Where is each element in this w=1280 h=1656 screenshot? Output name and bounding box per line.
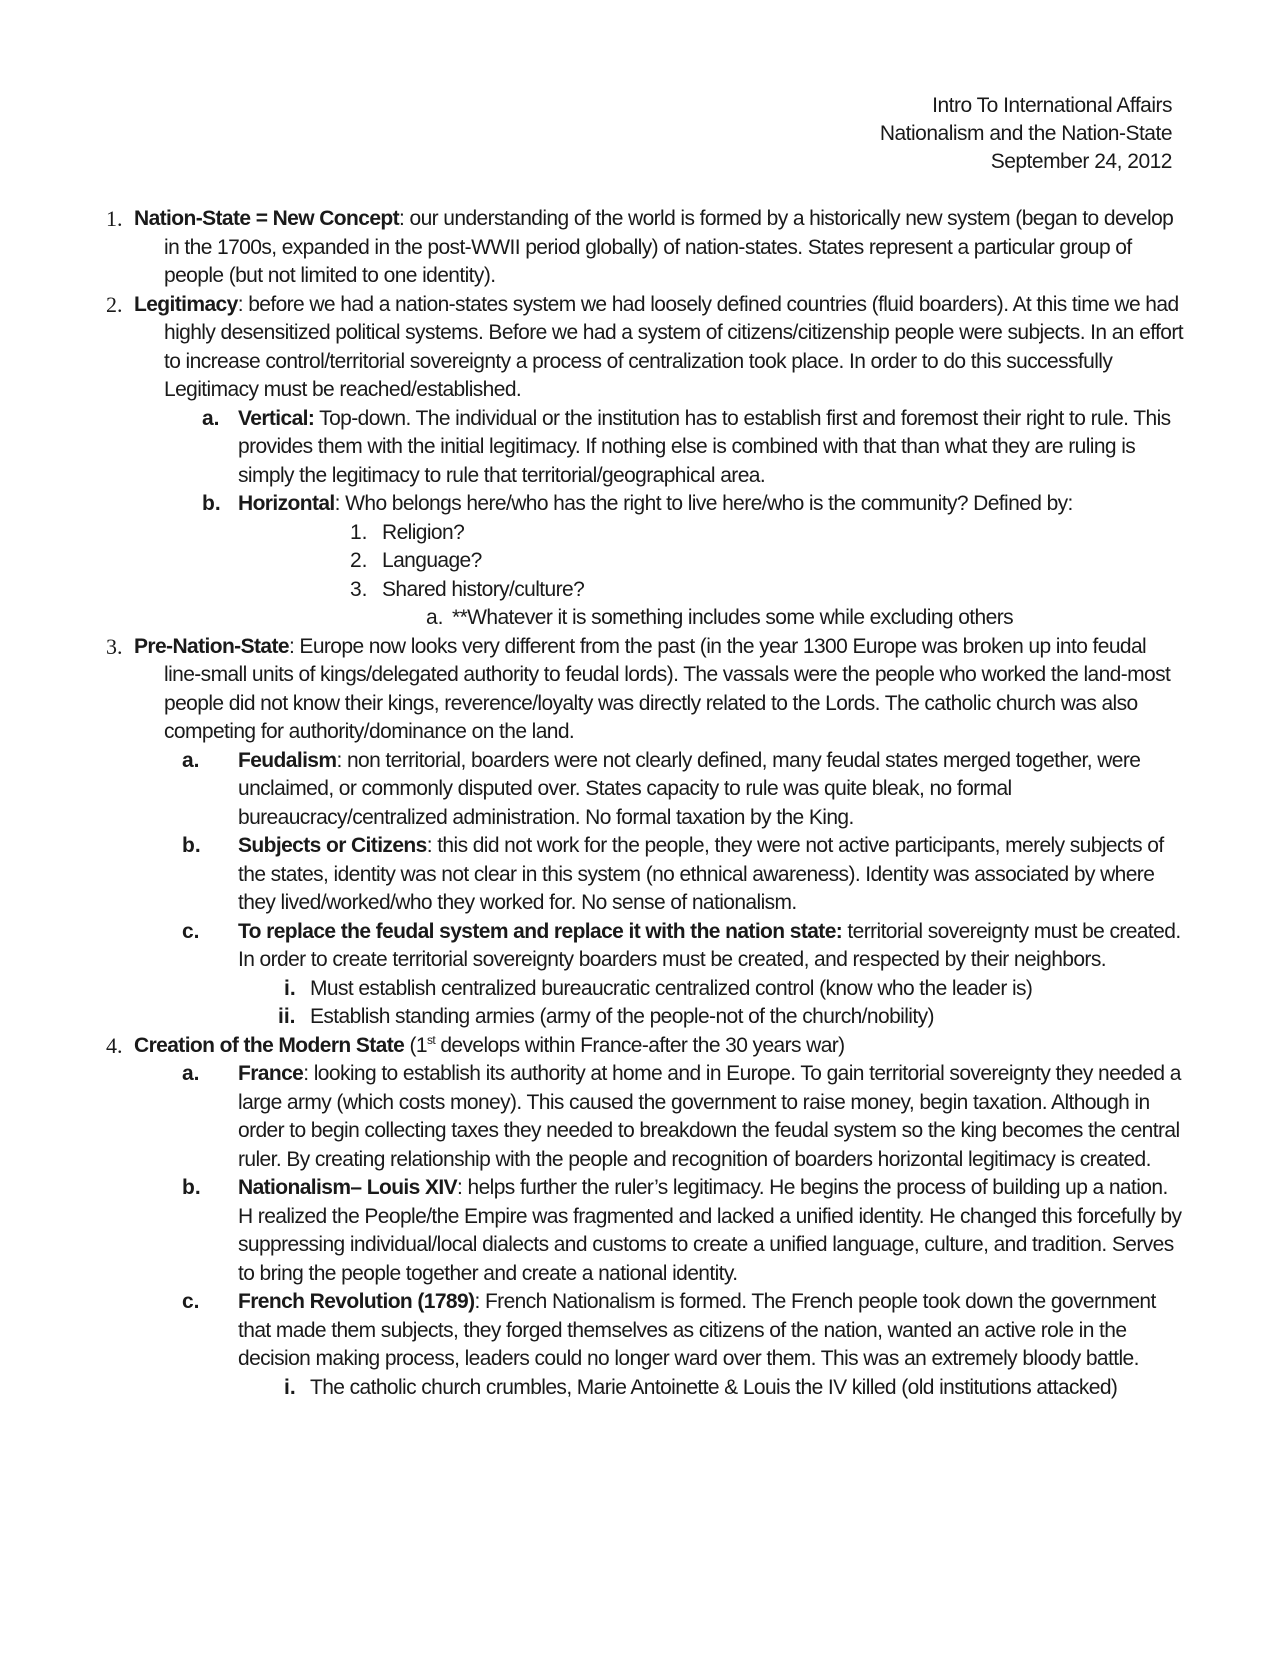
- lecture-topic: Nationalism and the Nation-State: [879, 122, 1172, 145]
- sub-item-marker: a.: [182, 1062, 200, 1085]
- sub-item-title: Nationalism– Louis XIV: [238, 1176, 458, 1199]
- item-title: Nation-State = New Concept: [134, 207, 400, 230]
- sub-item-4c: [106, 1288, 1186, 1374]
- superscript: st: [426, 1032, 436, 1047]
- list-item: [106, 576, 1186, 605]
- sub-item-text: : looking to establish its authority at home and in Europe. To gain territorial sovereignty they needed a large army (which costs money). This caused the government to raise money, begin taxation. Although in order to begin collecting taxes they needed to breakdown the feudal system so the king becomes the central ruler. By creating relationship with the people and recognition of boarders horizontal legitimacy is created.: [238, 1062, 1181, 1171]
- sub-item-3b: [106, 832, 1186, 918]
- item-title: Pre-Nation-State: [134, 634, 289, 658]
- list-text: Shared history/culture?: [382, 577, 585, 601]
- note-marker: a.: [426, 606, 444, 629]
- roman-text: Establish standing armies (army of the people-not of the church/nobility): [310, 1005, 934, 1028]
- list-marker: 3.: [350, 577, 368, 601]
- sub-item-marker: b.: [202, 492, 221, 515]
- sub-item-marker: b.: [182, 1176, 201, 1199]
- sub-item-title: Feudalism: [238, 748, 337, 772]
- sub-item-text: : helps further the ruler’s legitimacy. He begins the process of building up a nation. H realized the People/the Empire was fragmented and lacked a unified identity. He changed this forcefully by suppressing individual/local dialects and customs to create a unified language, culture, and tradition. Serves to bring the people together and create a national identity.: [238, 1176, 1182, 1285]
- course-title: Intro To International Affairs: [932, 94, 1172, 117]
- item-number: 3.: [106, 633, 123, 659]
- outline-item-4: [106, 1032, 1186, 1061]
- roman-text: The catholic church crumbles, Marie Antoinette & Louis the IV killed (old institutions attacked): [310, 1375, 1118, 1399]
- roman-marker: i.: [284, 976, 296, 1000]
- item-number: 2.: [106, 291, 123, 317]
- sub-item-text: : this did not work for the people, they were not active participants, merely subjects of the states, identity was not clear in this system (no ethnical awareness). Identity was associated by where they lived/worked/who they worked for. No sense of nationalism.: [238, 834, 1164, 914]
- sub-item-title: Subjects or Citizens: [238, 834, 427, 857]
- outline-body: [106, 205, 1186, 1402]
- sub-item-text: territorial sovereignty must be created. In order to create territorial sovereignty boarders must be created, and respected by their neighbors.: [238, 919, 1181, 971]
- sub-item-3c: [106, 918, 1186, 975]
- outline-item-3: [106, 633, 1186, 747]
- outline-item-1: [106, 205, 1186, 291]
- roman-item: [106, 975, 1186, 1004]
- outline-item-2: [106, 291, 1186, 405]
- roman-marker: ii.: [278, 1005, 296, 1028]
- sub-item-marker: c.: [182, 1290, 200, 1313]
- sub-item-4a: [106, 1060, 1186, 1174]
- sub-item-marker: b.: [182, 834, 201, 857]
- item-title: Legitimacy: [134, 292, 238, 316]
- sub-item-2b: [106, 490, 1186, 519]
- item-number: 1.: [106, 206, 123, 231]
- sub-item-title: French Revolution (1789): [238, 1290, 475, 1313]
- sub-item-4b: [106, 1174, 1186, 1288]
- sub-item-text: : Who belongs here/who has the right to live here/who is the community? Defined by:: [334, 492, 1073, 515]
- sub-item-title: To replace the feudal system and replace it with the nation state:: [238, 919, 843, 943]
- list-marker: 2.: [350, 549, 368, 572]
- list-marker: 1.: [350, 520, 368, 544]
- sub-item-text: Top-down. The individual or the institution has to establish first and foremost their right to rule. This provides them with the initial legitimacy. If nothing else is combined with that than what they are ruling is simply the legitimacy to rule that territorial/geographical area.: [238, 406, 1171, 487]
- roman-item: [106, 1374, 1186, 1403]
- roman-text: Must establish centralized bureaucratic centralized control (know who the leader is): [310, 976, 1033, 1000]
- item-text-prefix: (1: [404, 1033, 427, 1057]
- sub-item-title: France: [238, 1062, 304, 1085]
- lecture-date: September 24, 2012: [990, 150, 1172, 173]
- item-title: Creation of the Modern State: [134, 1033, 405, 1057]
- sub-item-text: : non territorial, boarders were not clearly defined, many feudal states merged together, were unclaimed, or commonly disputed over. States capacity to rule was quite bleak, no formal bureaucracy/centralized administration. No formal taxation by the King.: [238, 748, 1141, 829]
- list-item: [106, 547, 1186, 576]
- sub-item-marker: c.: [182, 919, 200, 943]
- sub-item-title: Vertical:: [238, 406, 315, 430]
- sub-item-title: Horizontal: [238, 492, 335, 515]
- note-item: [106, 604, 1186, 633]
- sub-item-3a: [106, 747, 1186, 833]
- sub-item-2a: [106, 405, 1186, 491]
- item-text: : before we had a nation-states system we had loosely defined countries (fluid boarders). At this time we had highly desensitized political systems. Before we had a system of citizens/citizenship people were subjects. In an effort to increase control/territorial sovereignty a process of centralization took place. In order to do this successfully Legitimacy must be reached/established.: [164, 292, 1183, 401]
- roman-marker: i.: [284, 1375, 296, 1399]
- note-text: **Whatever it is something includes some while excluding others: [452, 606, 1013, 629]
- item-text: : our understanding of the world is formed by a historically new system (began to develop in the 1700s, expanded in the post-WWII period globally) of nation-states. States represent a particular group of people (but not limited to one identity).: [164, 207, 1174, 287]
- list-text: Religion?: [382, 520, 465, 544]
- sub-item-marker: a.: [182, 748, 200, 772]
- list-text: Language?: [382, 549, 482, 572]
- list-item: [106, 519, 1186, 548]
- sub-item-text: : French Nationalism is formed. The French people took down the government that made them subjects, they forged themselves as citizens of the nation, wanted an active role in the decision making process, leaders could no longer ward over them. This was an extremely bloody battle.: [238, 1290, 1156, 1370]
- document-header: [880, 92, 1172, 176]
- roman-item: [106, 1003, 1186, 1032]
- item-number: 4.: [106, 1032, 123, 1058]
- item-text: develops within France-after the 30 years war): [435, 1033, 845, 1057]
- item-text: : Europe now looks very different from the past (in the year 1300 Europe was broken up into feudal line-small units of kings/delegated authority to feudal lords). The vassals were the people who worked the land-most people did not know their kings, reverence/loyalty was directly related to the Lords. The catholic church was also competing for authority/dominance on the land.: [164, 634, 1171, 743]
- sub-item-marker: a.: [202, 406, 220, 430]
